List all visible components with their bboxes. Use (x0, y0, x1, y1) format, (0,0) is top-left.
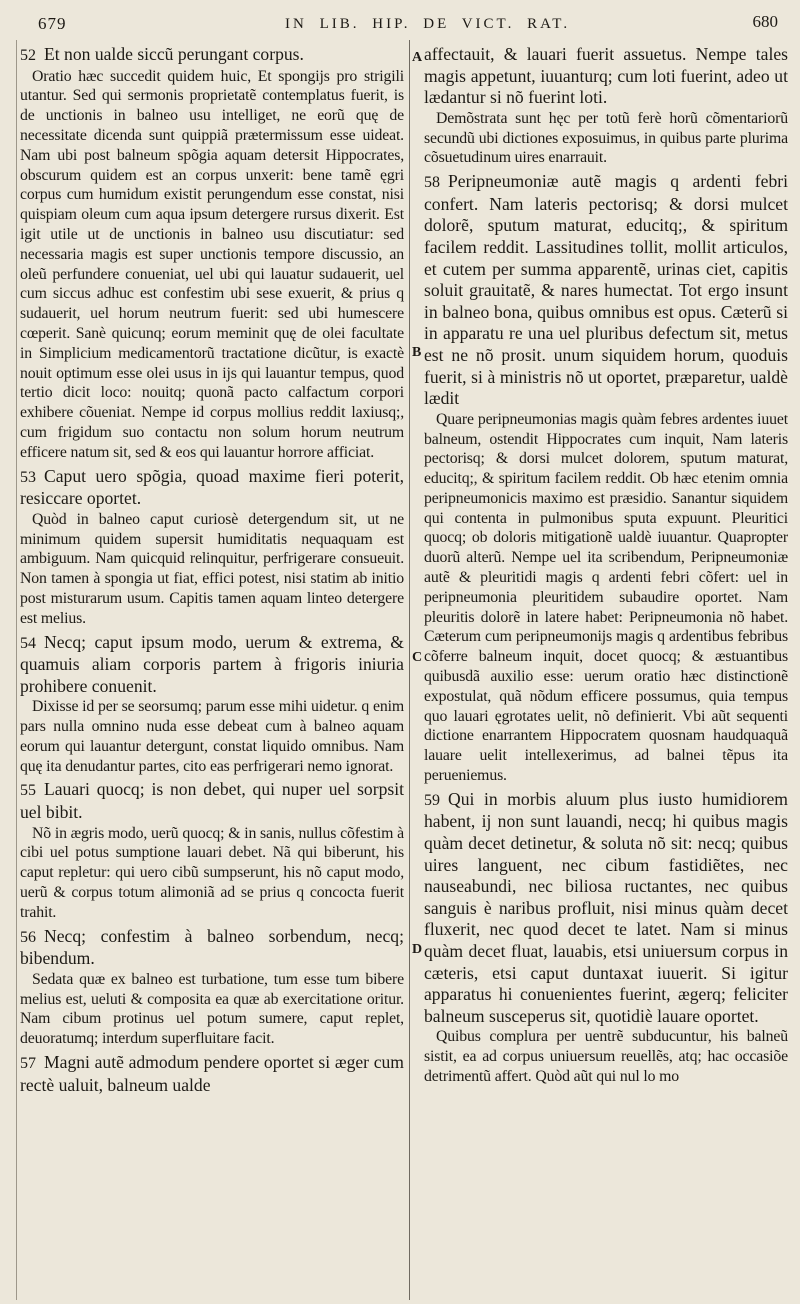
lemma-text-59: Qui in morbis aluum plus iusto humidiorem habent, ij non sunt lauandi, necq; hi quibus magis quàm decet detinetur, & soluta nõ sit: necq; quibus uires languent, nec cibum fastidiẽtes, nec nauseabundi, nec biliosa ructantes, nec quibus sanguis è naribus profluit, nisi minus quàm decet fluxerit, nec quod decet te latet. Nam si minus quàm decet fluat, lauabis, etsi uniuersum corpus in cæteris, etsi caput duntaxat iuuerit. Si igitur apparatus hi conuenientes fuerint, ægerq; feliciter balneum susceperus sit, quotidiè lauare oportet. (424, 788, 788, 1026)
section-number-57: 57 (20, 1055, 36, 1073)
lemma-text-55: Lauari quocq; is non debet, qui nuper uel sorpsit uel bibit. (20, 779, 404, 823)
section-number-59: 59 (424, 791, 440, 809)
page-number-right: 680 (752, 12, 778, 31)
right-column (424, 44, 788, 1302)
margin-marker-d: D (412, 942, 423, 957)
page-number-left: 679 (38, 14, 67, 33)
lemma-text-54: Necq; caput ipsum modo, uerum & extrema, & quamuis aliam corporis partem à frigoris iniuria prohibere conuenit. (20, 631, 404, 696)
running-title: IN LIB. HIP. DE VICT. RAT. (285, 16, 571, 32)
column-divider (409, 40, 410, 1300)
lemma-55 (20, 779, 404, 823)
lemma-text-52: Et non ualde siccũ perungant corpus. (44, 44, 304, 64)
lemma-54 (20, 632, 404, 698)
lemma-text-56: Necq; confestim à balneo sorbendum, necq; bibendum. (20, 925, 404, 969)
commentary-56: Sedata quæ ex balneo est turbatione, tum esse tum bibere melius est, ueluti & composita ea quæ ab exercitatione oritur. Nam cibum protinus uel potum sumere, caput replet, deuoratumq; interdum superfluitare facit. (20, 970, 404, 1048)
lemma-59 (424, 789, 788, 1028)
margin-marker-c: C (412, 650, 423, 665)
section-number-55: 55 (20, 782, 36, 800)
commentary-58: Quare peripneumonias magis quàm febres ardentes iuuet balneum, ostendit Hippocrates cum inquit, Nam lateris pectorisq; & dorsi mulcet dolorem, sputum maturat, educitq;, & spiritum facilem reddit. Ob hæc etenim omnia peripneumonicis maximo est præsidio. Sanantur siquidem qui contenta in pulmonibus sputa expuunt. Pleuritici quocq; ob doloris mitigationẽ ualdè iuuantur. Quapropter duorũ alterũ. Nempe uel ita scribendum, Peripneumoniæ autẽ & pleuritidi magis q ardenti febri cõfert: uel in peripneumonia pleuritidem subaudire oportet. Nam pleuritis dolorẽ in latere habet: Peripneumonia nõ habet. Cæterum cum peripneumonijs magis q ardentibus febribus cõferre balneum inquit, docet quocq; & æstuantibus quibusdã auxilio esse: uerum oratio hæc distinctionẽ expostulat, quã nõdum efficere possumus, quia tempus quo lauari ęgrotates uelit, nõ definierit. Vbi aũt sequenti dictione enarrantem Hippocratem quosnam haudquaquã lauare uelit intellexerimus, ad balnei tẽpus ita perueniemus. (424, 410, 788, 785)
lemma-56 (20, 926, 404, 970)
section-number-58: 58 (424, 174, 440, 192)
lemma-58 (424, 171, 788, 410)
commentary-57: Demõstrata sunt hęc per totũ ferè horũ cõmentariorũ secundũ ubi dictiones exposuimus, in quibus parte plurima cõsuetudinum uires enarrauit. (424, 109, 788, 167)
commentary-54: Dixisse id per se seorsumq; parum esse mihi uidetur. q enim pars nulla omnino nuda esse debeat cum à balneo aquam eorum qui lauantur detergunt, constat liquido omnibus. Nam quę ita denudantur partes, cito eas perfrigerari nemo ignorat. (20, 698, 404, 775)
lemma-57-continued: affectauit, & lauari fuerit assuetus. Nempe tales magis appetunt, iuuanturq; cum loti fuerint, adeo ut lædantur si nõ fuerint loti. (424, 44, 788, 108)
lemma-text-53: Caput uero spõgia, quoad maxime fieri poterit, resiccare oportet. (20, 465, 404, 509)
lemma-text-57: Magni autẽ admodum pendere oportet si æger cum rectè ualuit, balneum ualde (20, 1052, 404, 1095)
left-margin-rule (16, 40, 17, 1300)
page-header (0, 6, 800, 36)
left-column (20, 44, 404, 1302)
section-number-56: 56 (20, 928, 36, 946)
lemma-text-58: Peripneumoniæ autẽ magis q ardenti febri confert. Nam lateris pectorisq; & dorsi mulcet dolorẽ, sputum maturat, educitq;, & spiritum facilem reddit. Lassitudines tollit, mollit articulos, et cutem per summa apparentẽ, urinas ciet, capitis soluit grauitatẽ, & nares humectat. Tot ergo insunt in balneo bona, quibus omnibus est opus. Cæterũ si in apparatu re una uel pluribus defectum sit, metus est ne nõ prosit. unum siquidem horum, quoduis fuerit, si à ministris nõ ut oportet, præparetur, ualdè lædit (424, 171, 788, 409)
commentary-52: Oratio hæc succedit quidem huic, Et spongijs pro strigili utantur. Sed qui sermonis proprietatẽ contemplatus fuerit, is de unctionis in balneo usu intelliget, ne eorũ quę de necessitate dicenda sunt quippiã prætermissum esse uideat. Nam ubi post balneum spõgia aquam detersit Hippocrates, obscurum quidem est an corpus unxerit: bene tamẽ ęgri corpus cum humidum existit perungendum esse constat, nisi quispiam oleum cum aqua ipsum detergere rursus dixerit. Est igit utile ut de unctionis in balneo usu discutiatur: sed necessaria magis est super unctionis tempore discussio, an oleũ perfundere conueniat, uel ubi qui lauatur sudauerit, uel cum siccus adhuc est confestim ubi sese exuerit, & prius q sudauerit, uel horum neutrum fuerit: sed ubi humescere cœperit. Sanè quicunq; eorum meminit quę de olei facultate in Simplicium medicamentorũ tractatione dicũtur, is exactè nouit optimum esse olei usus in ijs qui lauantur tempus, quod tertio dicit loco: nouitq; quonã pacto calfactum corpori exhibere cõueniat. Nempe id corpus mollius reddit laxiusq;, cum frigidum suo contactu non solum horum neutrum efficere natum sit, sed & eos qui lauantur horrore afficiat. (20, 67, 404, 461)
margin-marker-b: B (412, 345, 422, 360)
lemma-57 (20, 1052, 404, 1096)
lemma-53 (20, 466, 404, 510)
lemma-52 (20, 44, 404, 67)
section-number-53: 53 (20, 468, 36, 486)
commentary-53: Quòd in balneo caput curiosè detergendum sit, ut ne minimum quidem supersit humiditatis nequaquam est ambiguum. Nam quicquid relinquitur, perfrigerare consueuit. Non tamen à spongia ut fiat, effici potest, nisi statim ab initio post misturarum usum. Capitis tamen aquam linteo detergere est melius. (20, 510, 404, 627)
commentary-59: Quibus complura per uentrẽ subducuntur, his balneũ sistit, ea ad corpus uniuersum reuellẽs, atq; hac occasiõe detrimentũ affert. Quòd aũt qui nul lo mo (424, 1028, 788, 1085)
margin-marker-a: A (412, 50, 423, 65)
section-number-54: 54 (20, 634, 36, 652)
section-number-52: 52 (20, 47, 36, 64)
commentary-55: Nõ in ægris modo, uerũ quocq; & in sanis, nullus cõfestim à cibi uel potus sumptione lauari debet. Nã qui biberunt, his caput repletur: qui uero cibũ sumpserunt, his nõ caput modo, uerũ & corpus totum alimoniã ad se prius q concocta fuerit trahit. (20, 824, 404, 921)
